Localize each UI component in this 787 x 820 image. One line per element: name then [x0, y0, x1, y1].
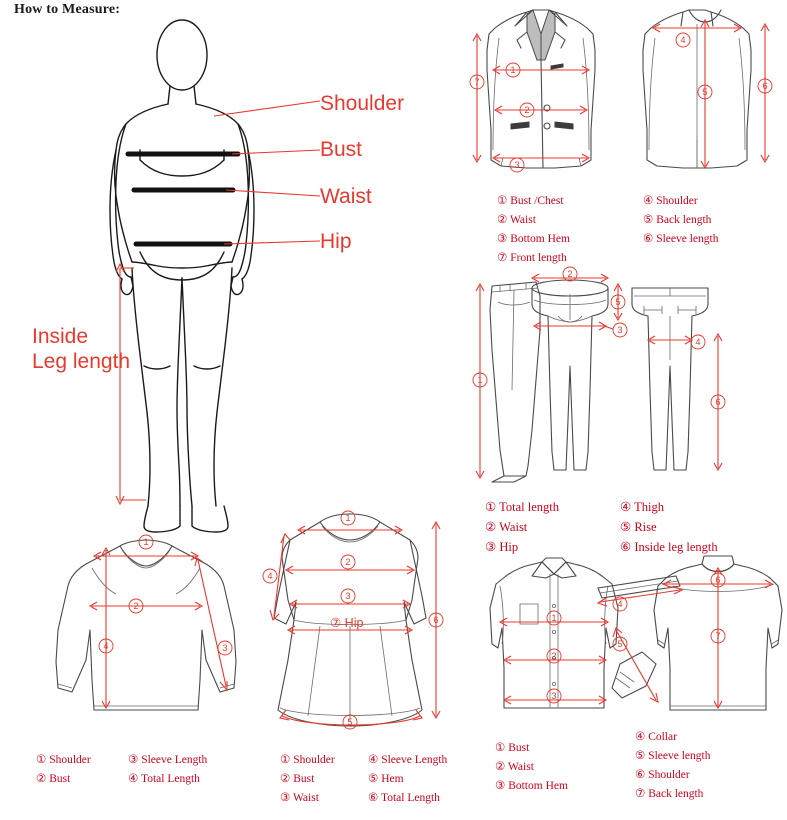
top-legend-left: [36, 751, 91, 789]
pants-legend-right-item-2: [620, 517, 718, 537]
svg-text:4: 4: [267, 571, 273, 581]
svg-text:4: 4: [617, 599, 623, 609]
shirt-legend-right-label-2: Sleeve length: [648, 750, 711, 762]
svg-text:6: 6: [715, 575, 721, 585]
shirt-legend-right-num-3: ⑥: [635, 769, 646, 781]
top-legend-left-item-1: [36, 751, 91, 770]
shirt-legend-right-label-4: Back length: [648, 788, 704, 800]
shirt-figure: [470, 548, 787, 738]
svg-text:1: 1: [510, 65, 516, 75]
pants-legend-left-num-3: ③: [485, 540, 497, 554]
shirt-legend-right-label-1: Collar: [648, 731, 677, 743]
shirt-legend-right-num-4: ⑦: [635, 788, 646, 800]
label-inside-leg-length-line2: Leg length: [32, 350, 131, 373]
jacket-legend-left-item-1: [497, 192, 570, 211]
svg-text:1: 1: [143, 537, 149, 547]
jacket-legend-left-num-1: ①: [497, 195, 508, 207]
svg-text:7: 7: [715, 631, 721, 641]
shirt-legend-right-num-2: ⑤: [635, 750, 646, 762]
jacket-legend-right-item-2: [643, 211, 718, 230]
shirt-legend-right-item-4: [635, 785, 710, 804]
shirt-legend-right-label-3: Shoulder: [648, 769, 690, 781]
jacket-legend-left-item-4: [497, 249, 570, 268]
shirt-legend-left-item-2: [495, 758, 568, 777]
pants-legend-right-label-1: Thigh: [634, 500, 664, 514]
svg-text:6: 6: [762, 81, 768, 91]
svg-text:1: 1: [477, 375, 483, 385]
label-inside-leg-length-line1: Inside: [32, 325, 89, 348]
svg-text:1: 1: [345, 513, 351, 523]
svg-text:2: 2: [567, 269, 573, 279]
dress-legend-right-label-1: Sleeve Length: [381, 754, 448, 766]
jacket-legend-left: [497, 192, 570, 268]
pants-legend-right-num-2: ⑤: [620, 520, 632, 534]
dress-hip-label-wrap: [330, 614, 363, 632]
jacket-legend-right-item-1: [643, 192, 718, 211]
top-legend-left-label-1: Shoulder: [49, 754, 91, 766]
svg-text:2: 2: [345, 557, 351, 567]
dress-legend-left-label-2: Bust: [293, 773, 315, 785]
pants-legend-left-item-1: [485, 497, 559, 517]
dress-legend-right-item-2: [368, 770, 447, 789]
svg-text:1: 1: [551, 613, 557, 623]
top-legend-left-item-2: [36, 770, 91, 789]
jacket-legend-right-num-3: ⑥: [643, 233, 654, 245]
dress-legend-left: [280, 751, 335, 808]
shirt-legend-right-num-1: ④: [635, 731, 646, 743]
dress-legend-right-num-2: ⑤: [368, 773, 379, 785]
jacket-legend-right-item-3: [643, 230, 718, 249]
shirt-legend-left: [495, 739, 568, 796]
top-legend-right: [128, 751, 207, 789]
shirt-legend-right-item-2: [635, 747, 710, 766]
dress-legend-left-label-3: Waist: [292, 792, 319, 804]
shirt-legend-left-num-1: ①: [495, 742, 506, 754]
pants-legend-left-label-2: Waist: [499, 520, 528, 534]
pants-legend-right-num-1: ④: [620, 500, 632, 514]
svg-text:4: 4: [103, 641, 109, 651]
top-legend-left-num-2: ②: [36, 773, 47, 785]
page-title: How to Measure:: [14, 2, 121, 17]
jacket-legend-right: [643, 192, 718, 249]
top-legend-right-num-1: ③: [128, 754, 139, 766]
shirt-legend-right-item-3: [635, 766, 710, 785]
jacket-legend-left-num-3: ③: [497, 233, 508, 245]
jacket-legend-right-label-2: Back length: [656, 214, 712, 226]
dress-legend-right-label-2: Hem: [381, 773, 404, 785]
svg-text:4: 4: [680, 35, 686, 45]
pants-legend-right-label-3: Inside leg length: [634, 540, 718, 554]
top-legend-right-label-1: Sleeve Length: [141, 754, 208, 766]
pants-legend-left-label-1: Total length: [499, 500, 560, 514]
svg-text:3: 3: [222, 643, 228, 653]
jacket-legend-right-num-1: ④: [643, 195, 654, 207]
svg-text:6: 6: [433, 615, 439, 625]
svg-text:3: 3: [345, 591, 351, 601]
label-inside-leg-length: [32, 324, 130, 374]
svg-text:3: 3: [551, 691, 557, 701]
shirt-legend-left-item-1: [495, 739, 568, 758]
pants-legend-left-num-2: ②: [485, 520, 497, 534]
dress-legend-left-item-2: [280, 770, 335, 789]
shirt-legend-left-label-2: Waist: [507, 761, 534, 773]
svg-text:5: 5: [347, 717, 353, 727]
label-bust: Bust: [320, 138, 363, 161]
shirt-legend-left-label-3: Bottom Hem: [508, 780, 568, 792]
pants-legend-left-num-1: ①: [485, 500, 497, 514]
jacket-legend-left-label-2: Waist: [509, 214, 536, 226]
top-legend-right-num-2: ④: [128, 773, 139, 785]
pants-legend-left-item-2: [485, 517, 559, 537]
jacket-legend-left-num-4: ⑦: [497, 252, 508, 264]
svg-text:3: 3: [514, 160, 520, 170]
jacket-legend-left-label-4: Front length: [510, 252, 567, 264]
shirt-legend-left-item-3: [495, 777, 568, 796]
top-legend-left-label-2: Bust: [49, 773, 71, 785]
dress-hip-label: ⑦ Hip: [330, 616, 364, 630]
label-waist: Waist: [320, 185, 372, 208]
svg-text:2: 2: [133, 601, 139, 611]
pants-legend-right-label-2: Rise: [634, 520, 657, 534]
pants-figure: [470, 270, 787, 485]
svg-text:5: 5: [617, 639, 623, 649]
dress-legend-left-num-2: ②: [280, 773, 291, 785]
dress-legend-left-num-3: ③: [280, 792, 291, 804]
svg-text:7: 7: [474, 77, 480, 87]
dress-legend-left-item-3: [280, 789, 335, 808]
top-figure: [20, 520, 273, 735]
shirt-legend-left-num-3: ③: [495, 780, 506, 792]
svg-text:6: 6: [715, 397, 721, 407]
shirt-legend-right-item-1: [635, 728, 710, 747]
shirt-legend-left-num-2: ②: [495, 761, 506, 773]
top-legend-right-item-2: [128, 770, 207, 789]
svg-text:5: 5: [615, 297, 621, 307]
dress-legend-left-item-1: [280, 751, 335, 770]
label-hip: Hip: [320, 230, 352, 253]
dress-legend-right-label-3: Total Length: [380, 792, 440, 804]
dress-legend-left-num-1: ①: [280, 754, 291, 766]
jacket-legend-left-item-3: [497, 230, 570, 249]
jacket-legend-left-label-1: Bust /Chest: [510, 195, 564, 207]
jacket-legend-left-label-3: Bottom Hem: [510, 233, 570, 245]
jacket-figure: [455, 0, 787, 185]
dress-legend-left-label-1: Shoulder: [293, 754, 335, 766]
label-shoulder: Shoulder: [320, 92, 405, 115]
dress-legend-right-num-1: ④: [368, 754, 379, 766]
dress-legend-right: [368, 751, 447, 808]
svg-text:2: 2: [551, 651, 557, 661]
svg-text:3: 3: [617, 325, 623, 335]
jacket-legend-right-label-3: Sleeve length: [656, 233, 719, 245]
jacket-legend-left-item-2: [497, 211, 570, 230]
body-figure: [0, 0, 460, 540]
jacket-legend-left-num-2: ②: [497, 214, 508, 226]
dress-legend-right-num-3: ⑥: [368, 792, 379, 804]
shirt-legend-right: [635, 728, 710, 804]
top-legend-left-num-1: ①: [36, 754, 47, 766]
dress-legend-right-item-3: [368, 789, 447, 808]
pants-legend-left-label-3: Hip: [499, 540, 519, 554]
shirt-legend-left-label-1: Bust: [508, 742, 530, 754]
svg-text:2: 2: [524, 105, 530, 115]
top-legend-right-label-2: Total Length: [140, 773, 200, 785]
top-legend-right-item-1: [128, 751, 207, 770]
pants-legend-right-num-3: ⑥: [620, 540, 632, 554]
dress-legend-right-item-1: [368, 751, 447, 770]
jacket-legend-right-num-2: ⑤: [643, 214, 654, 226]
svg-text:5: 5: [702, 87, 708, 97]
jacket-legend-right-label-1: Shoulder: [656, 195, 698, 207]
svg-text:4: 4: [695, 337, 701, 347]
pants-legend-right-item-1: [620, 497, 718, 517]
